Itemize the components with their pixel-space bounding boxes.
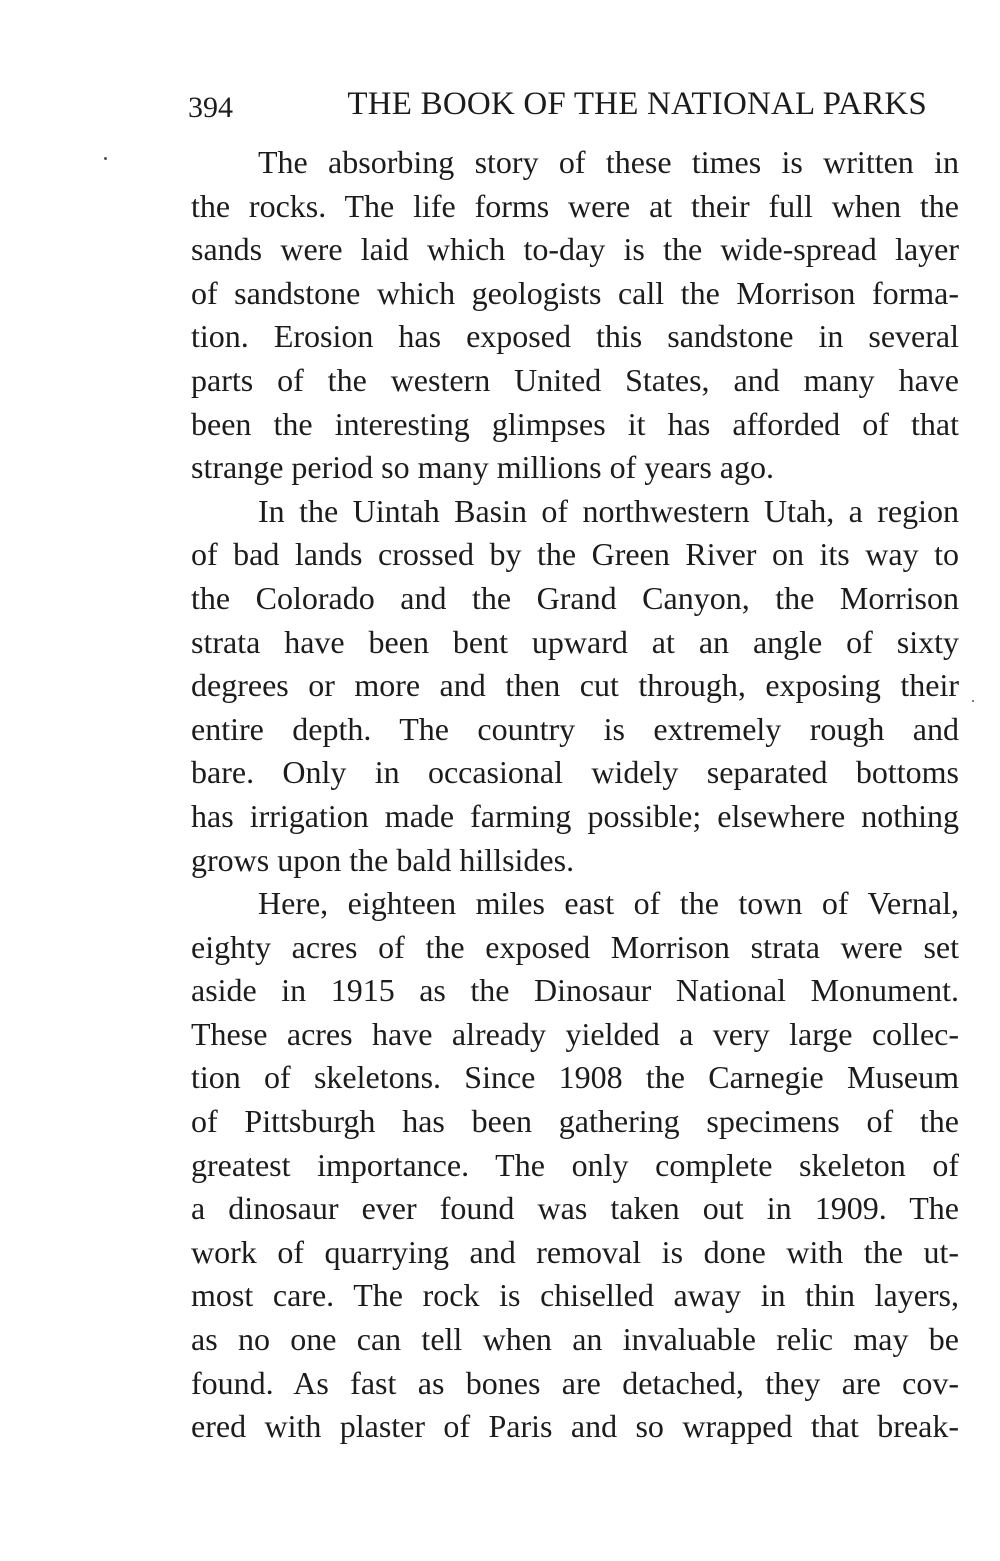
text-line: work of quarrying and removal is done with the ut- — [191, 1233, 959, 1270]
text-line: of sandstone which geologists call the Morrison forma- — [191, 274, 959, 311]
text-line: In the Uintah Basin of northwestern Utah, a region — [258, 492, 959, 529]
text-line: Here, eighteen miles east of the town of Vernal, — [258, 885, 959, 922]
text-line: of Pittsburgh has been gathering specimens of the — [191, 1103, 959, 1140]
text-line: strange period so many millions of years ago. — [191, 449, 774, 486]
text-line: parts of the western United States, and many have — [191, 361, 959, 398]
scan-speck — [104, 157, 107, 160]
text-line: a dinosaur ever found was taken out in 1909. The — [191, 1190, 959, 1227]
text-line: The absorbing story of these times is written in — [258, 144, 959, 180]
text-line: been the interesting glimpses it has afforded of that — [191, 405, 959, 442]
text-line: degrees or more and then cut through, exposing their — [191, 667, 959, 704]
text-line: bare. Only in occasional widely separated bottoms — [191, 754, 959, 791]
text-line: grows upon the bald hillsides. — [191, 841, 575, 878]
paragraph-1 — [191, 141, 959, 490]
text-line: entire depth. The country is extremely rough and — [191, 710, 959, 747]
text-line: greatest importance. The only complete skeleton of — [191, 1146, 959, 1183]
text-line: the rocks. The life forms were at their full when the — [191, 187, 959, 224]
text-line: tion. Erosion has exposed this sandstone in several — [191, 318, 959, 355]
text-line: has irrigation made farming possible; elsewhere nothing — [191, 797, 959, 834]
scan-speck — [972, 700, 974, 702]
body-text — [191, 141, 959, 1449]
text-line: These acres have already yielded a very large collec- — [191, 1015, 959, 1052]
text-line: found. As fast as bones are detached, they are cov- — [191, 1364, 959, 1401]
paragraph-3 — [191, 882, 959, 1449]
text-line: ered with plaster of Paris and so wrapped that break- — [191, 1408, 959, 1445]
text-line: sands were laid which to-day is the wide-spread layer — [191, 231, 959, 268]
paragraph-2 — [191, 490, 959, 882]
text-line: of bad lands crossed by the Green River on its way to — [191, 536, 959, 573]
text-line: as no one can tell when an invaluable relic may be — [191, 1321, 959, 1358]
text-line: the Colorado and the Grand Canyon, the Morrison — [191, 579, 959, 616]
text-line: tion of skeletons. Since 1908 the Carnegie Museum — [191, 1059, 959, 1096]
page-header — [188, 84, 963, 124]
text-line: aside in 1915 as the Dinosaur National Monument. — [191, 972, 959, 1009]
text-line: most care. The rock is chiselled away in thin layers, — [191, 1277, 959, 1314]
page-number: 394 — [188, 91, 233, 124]
running-title: THE BOOK OF THE NATIONAL PARKS — [347, 86, 927, 122]
text-line: eighty acres of the exposed Morrison strata were set — [191, 928, 959, 965]
text-line: strata have been bent upward at an angle of sixty — [191, 623, 959, 660]
